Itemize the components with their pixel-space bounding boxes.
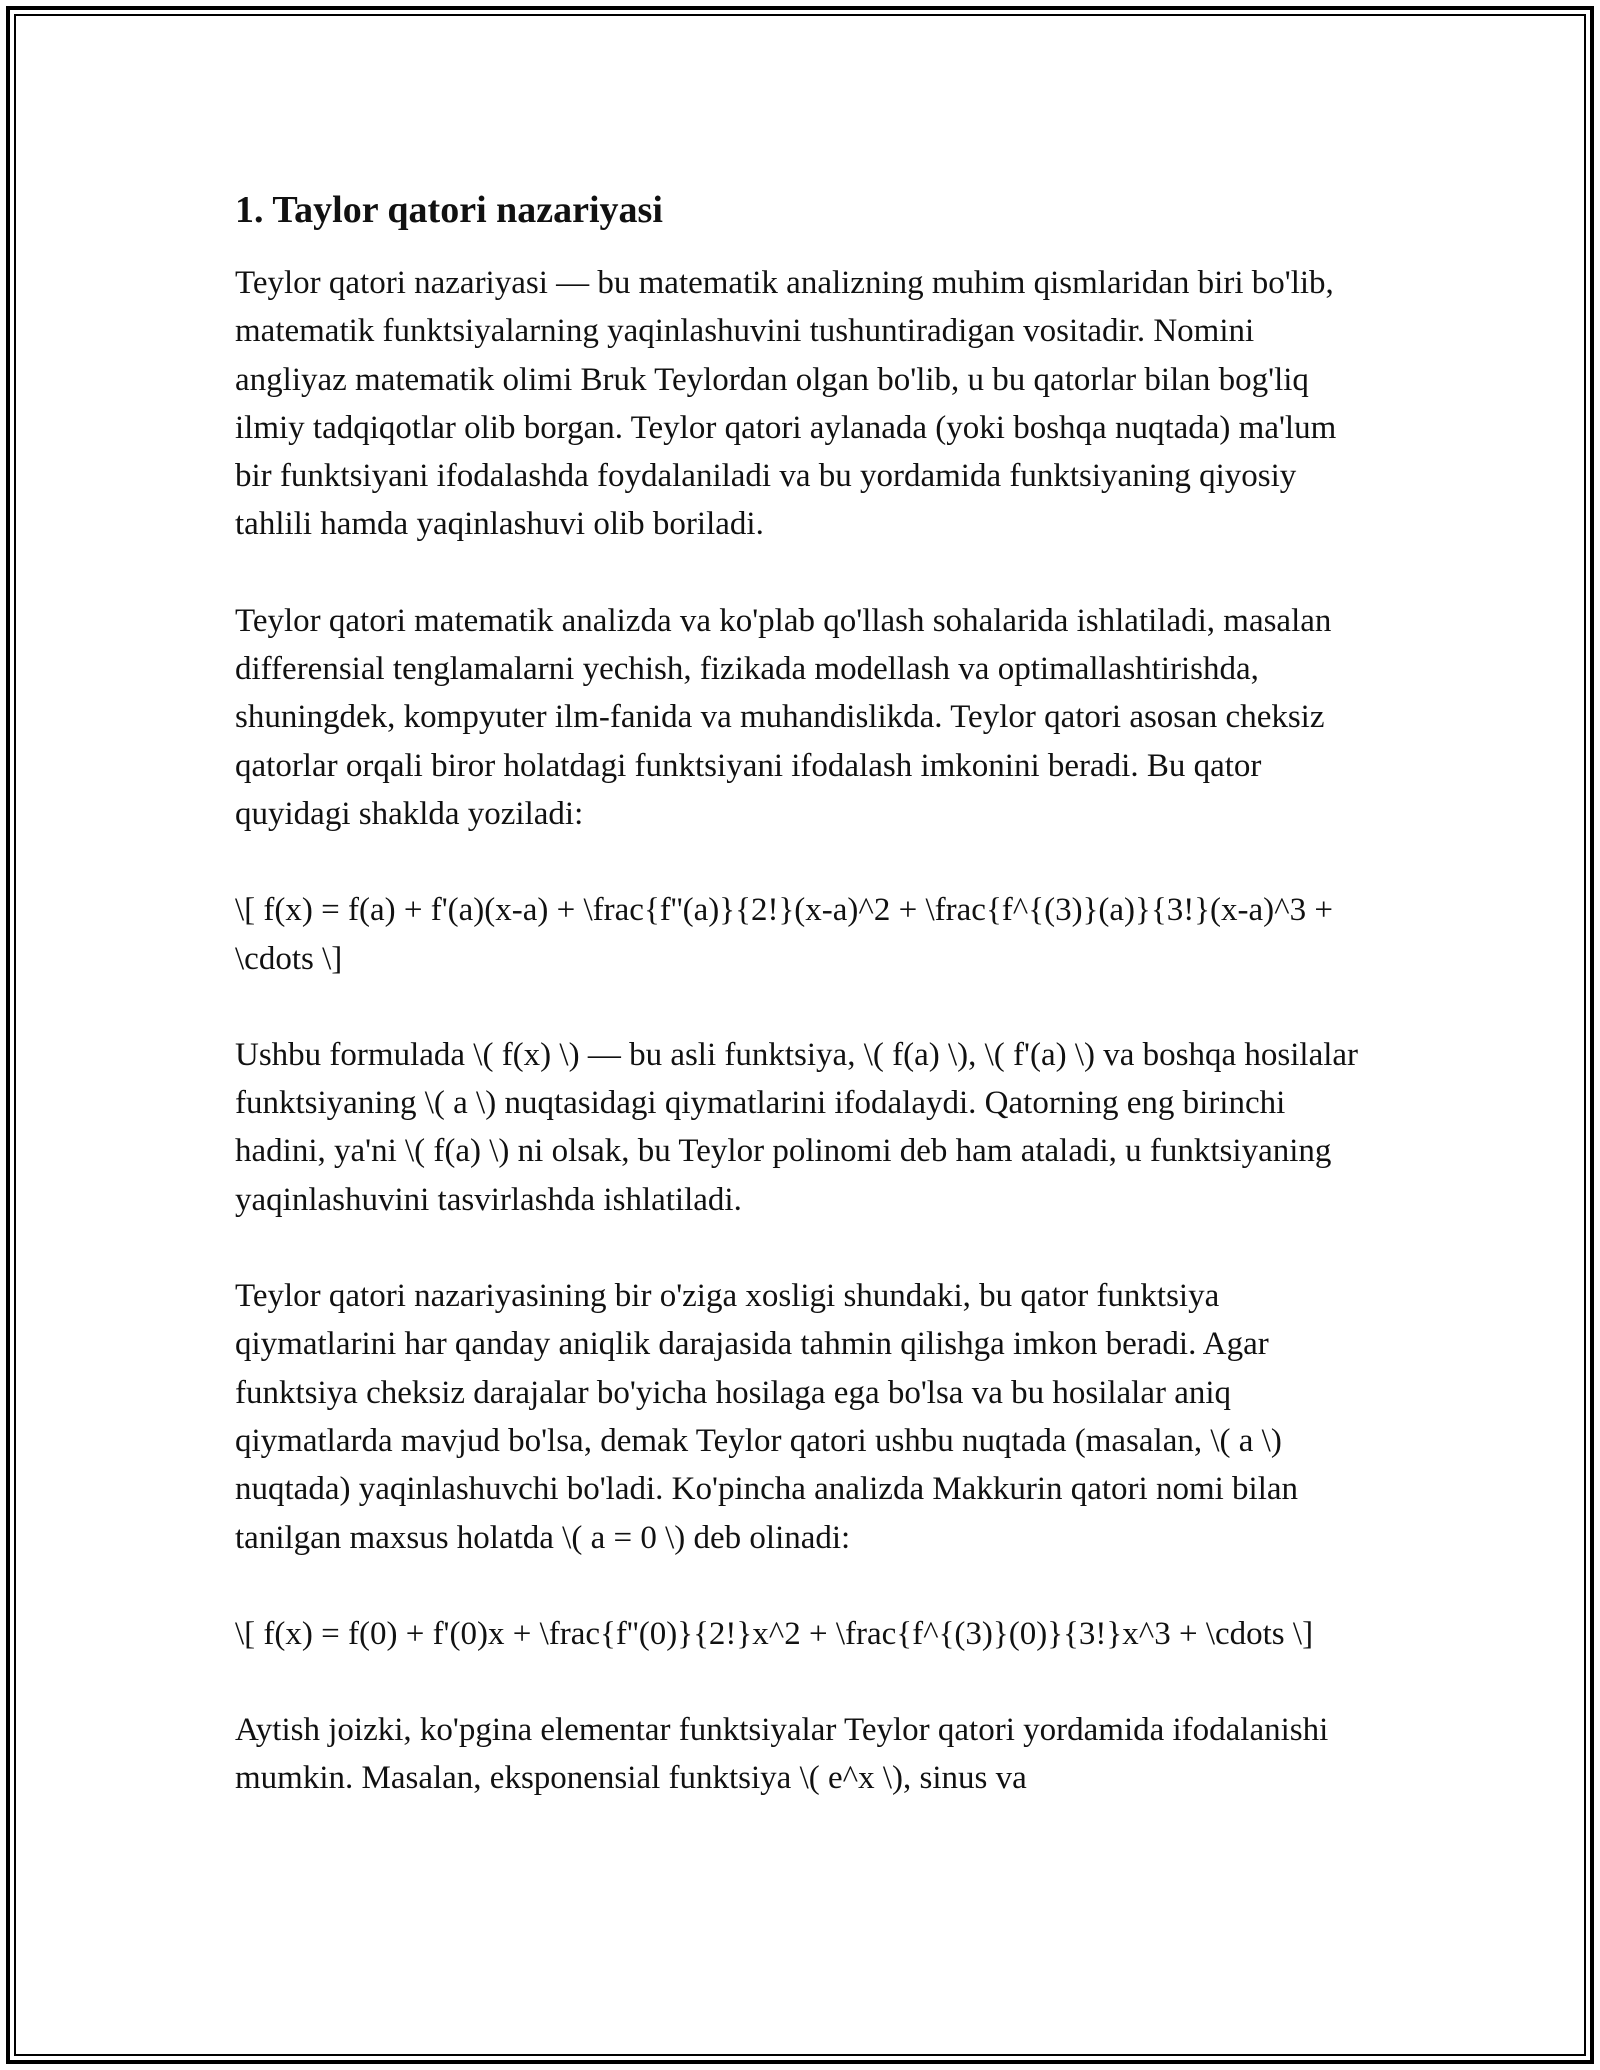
paragraph-formula-explanation: Ushbu formulada \( f(x) \) — bu asli funktsiya, \( f(a) \), \( f'(a) \) va boshqa hosilalar funktsiyaning \( a \) nuqtasidagi qiymatlarini ifodalaydi. Qatorning eng birinchi hadini, ya'ni \( f(a) \) ni olsak, bu Teylor polinomi deb ham ataladi, u funktsiyaning yaqinlashuvini tasvirlashda ishlatiladi. (235, 1036, 1359, 1218)
paragraph-elementary-functions: Aytish joizki, ko'pgina elementar funktsiyalar Teylor qatori yordamida ifodalanishi mumkin. Masalan, eksponensial funktsiya \( e^x \), sinus va (235, 1712, 1329, 1797)
paragraph-approximation: Teylor qatori nazariyasining bir o'ziga xosligi shundaki, bu qator funktsiya qiymatlarini har qanday aniqlik darajasida tahmin qilishga imkon beradi. Agar funktsiya cheksiz darajalar bo'yicha hosilaga ega bo'lsa va bu hosilalar aniq qiymatlarda mavjud bo'lsa, demak Teylor qatori ushbu nuqtada (masalan, \( a \) nuqtada) yaqinlashuvchi bo'ladi. Ko'pincha analizda Makkurin qatori nomi bilan tanilgan maxsus holatda \( a = 0 \) deb olinadi: (235, 1278, 1299, 1556)
formula-taylor-series: \[ f(x) = f(a) + f'(a)(x-a) + \frac{f''(a)}{2!}(x-a)^2 + \frac{f^{(3)}(a)}{3!}(x-a)^3 + \cdots \] (235, 892, 1334, 977)
section-heading: 1. Taylor qatori nazariyasi (235, 189, 663, 231)
document-body (235, 185, 1365, 1851)
paragraph-intro: Teylor qatori nazariyasi — bu matematik analizning muhim qismlaridan biri bo'lib, matematik funktsiyalarning yaqinlashuvini tushuntiradigan vositadir. Nomini angliyaz matematik olimi Bruk Teylordan olgan bo'lib, u bu qatorlar bilan bog'liq ilmiy tadqiqotlar olib borgan. Teylor qatori aylanada (yoki boshqa nuqtada) ma'lum bir funktsiyani ifodalashda foydalaniladi va bu yordamida funktsiyaning qiyosiy tahlili hamda yaqinlashuvi olib boriladi. (235, 265, 1337, 543)
formula-maclaurin-series: \[ f(x) = f(0) + f'(0)x + \frac{f''(0)}{2!}x^2 + \frac{f^{(3)}(0)}{3!}x^3 + \cdots \] (235, 1615, 1314, 1652)
paragraph-applications: Teylor qatori matematik analizda va ko'plab qo'llash sohalarida ishlatiladi, masalan differensial tenglamalarni yechish, fizikada modellash va optimallashtirishda, shuningdek, kompyuter ilm-fanida va muhandislikda. Teylor qatori asosan cheksiz qatorlar orqali biror holatdagi funktsiyani ifodalash imkonini beradi. Bu qator quyidagi shaklda yoziladi: (235, 602, 1332, 832)
